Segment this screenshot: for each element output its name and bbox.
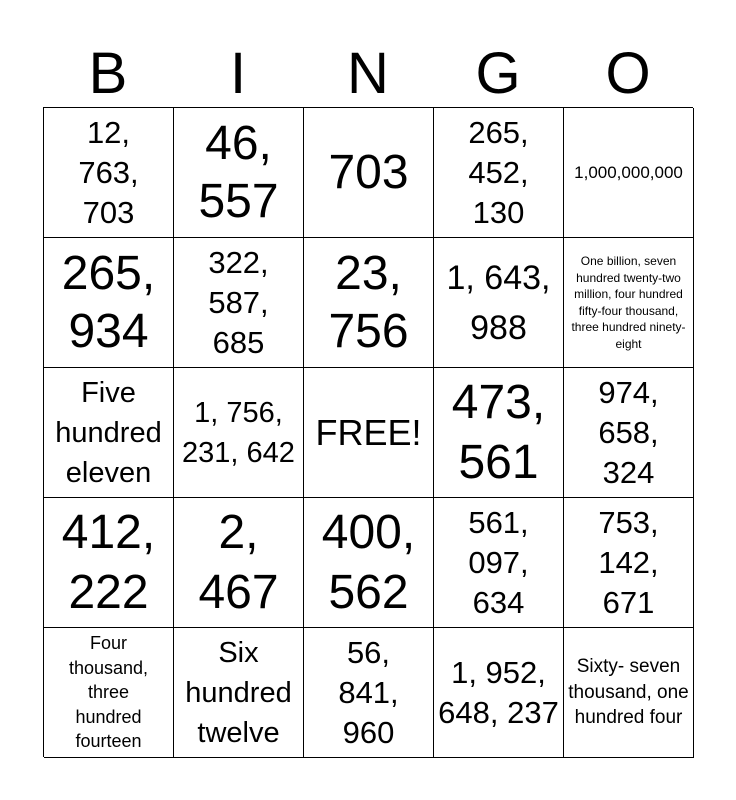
cell-text: 2, 467 — [198, 505, 279, 619]
bingo-cell[interactable] — [434, 238, 564, 368]
cell-text: 56, 841, 960 — [338, 634, 399, 750]
bingo-cell[interactable] — [434, 498, 564, 628]
bingo-cell[interactable] — [174, 628, 304, 758]
cell-text: Sixty- seven thousand, one hundred four — [568, 656, 689, 729]
bingo-cell[interactable] — [434, 368, 564, 498]
bingo-cell[interactable] — [304, 108, 434, 238]
bingo-cell[interactable] — [174, 368, 304, 498]
header-letter-o: O — [605, 41, 651, 106]
cell-text: 561, 097, 634 — [468, 504, 529, 620]
cell-text: 265, 934 — [61, 246, 156, 358]
bingo-cell[interactable] — [174, 238, 304, 368]
bingo-cell[interactable] — [174, 108, 304, 238]
cell-text: Six hundred twelve — [185, 636, 292, 749]
bingo-cell[interactable] — [564, 108, 694, 238]
bingo-cell[interactable] — [564, 498, 694, 628]
cell-text: 1, 756, 231, 642 — [182, 396, 295, 469]
header-letter-g: G — [475, 41, 521, 106]
header-letter-i: I — [229, 41, 247, 106]
bingo-cell[interactable] — [564, 628, 694, 758]
cell-text: 265, 452, 130 — [468, 114, 529, 230]
bingo-cell[interactable] — [44, 238, 174, 368]
cell-text: 23, 756 — [328, 246, 409, 358]
cell-text: 473, 561 — [451, 375, 546, 489]
cell-text: 400, 562 — [321, 505, 416, 619]
cell-text: One billion, seven hundred twenty-two million, four hundred fifty-four thousand, three hundred ninety-eight — [571, 254, 686, 351]
bingo-cell[interactable] — [564, 368, 694, 498]
bingo-cell[interactable] — [304, 628, 434, 758]
bingo-cell[interactable] — [44, 628, 174, 758]
bingo-cell[interactable] — [304, 368, 434, 498]
cell-text: 412, 222 — [61, 505, 156, 619]
cell-text: FREE! — [315, 411, 422, 453]
bingo-cell[interactable] — [304, 238, 434, 368]
cell-text: 703 — [328, 145, 409, 199]
cell-text: Five hundred eleven — [55, 376, 162, 489]
header-letter-n: N — [347, 41, 389, 106]
bingo-header — [43, 40, 693, 108]
bingo-cell[interactable] — [434, 108, 564, 238]
bingo-cell[interactable] — [174, 498, 304, 628]
header-letter-b: B — [88, 41, 128, 106]
bingo-cell[interactable] — [304, 498, 434, 628]
cell-text: 974, 658, 324 — [598, 374, 659, 490]
cell-text: 1, 643, 988 — [446, 258, 551, 347]
cell-text: Four thousand, three hundred fourteen — [68, 633, 149, 752]
bingo-cell[interactable] — [44, 498, 174, 628]
cell-text: 753, 142, 671 — [598, 504, 659, 620]
bingo-cell[interactable] — [44, 368, 174, 498]
cell-text: 46, 557 — [198, 116, 279, 228]
bingo-cell[interactable] — [434, 628, 564, 758]
cell-text: 1, 952, 648, 237 — [438, 654, 559, 730]
bingo-cell[interactable] — [44, 108, 174, 238]
cell-text: 12, 763, 703 — [78, 114, 139, 230]
cell-text: 1,000,000,000 — [574, 162, 683, 182]
cell-text: 322, 587, 685 — [208, 244, 269, 360]
bingo-grid — [43, 107, 693, 757]
bingo-cell[interactable] — [564, 238, 694, 368]
